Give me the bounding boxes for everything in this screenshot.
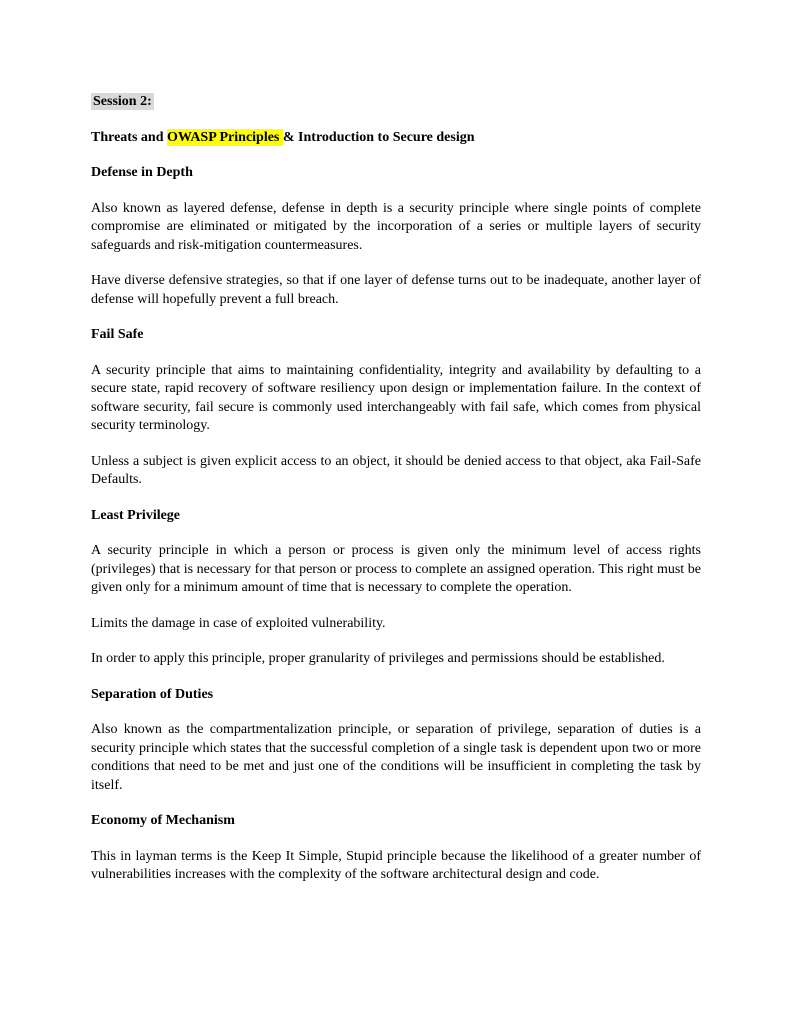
paragraph: This in layman terms is the Keep It Simple, Stupid principle because the likelihood of a greater number of vulnerabilities increases with the complexity of the software architectural design and code.: [91, 848, 701, 882]
paragraph: Unless a subject is given explicit access to an object, it should be denied access to that object, aka Fail-Safe Defaults.: [91, 453, 701, 487]
paragraph: Limits the damage in case of exploited vulnerability.: [91, 615, 386, 631]
section-heading-fail-safe: Fail Safe: [91, 327, 144, 342]
paragraph: A security principle that aims to maintaining confidentiality, integrity and availability by defaulting to a secure state, rapid recovery of software resiliency upon design or implementation failure. In the context of software security, fail secure is commonly used interchangeably with fail safe, which comes from physical security terminology.: [91, 362, 701, 433]
paragraph: In order to apply this principle, proper granularity of privileges and permissions should be established.: [91, 651, 665, 666]
section-heading-separation-of-duties: Separation of Duties: [91, 686, 214, 702]
section-heading-least-privilege: Least Privilege: [91, 507, 181, 523]
section-heading-defense-in-depth: Defense in Depth: [91, 165, 193, 180]
paragraph: Have diverse defensive strategies, so that if one layer of defense turns out to be inadequate, another layer of defense will hopefully prevent a full breach.: [91, 273, 701, 307]
session-label: [91, 93, 701, 112]
paragraph: Also known as the compartmentalization principle, or separation of privilege, separation of duties is a security principle which states that the successful completion of a single task is dependent upon two or more conditions that need to be met and just one of the conditions will be insufficient in completing the task by itself.: [91, 722, 701, 793]
session-label-highlighted-text: Session 2:: [93, 94, 152, 109]
title-prefix: Threats and: [91, 129, 167, 145]
document-title: [91, 129, 701, 148]
title-highlighted-text: OWASP Principles: [166, 129, 283, 145]
paragraph: A security principle in which a person or process is given only the minimum level of access rights (privileges) that is necessary for that person or process to complete an assigned operation. This right must be given only for a minimum amount of time that is necessary to complete the operation.: [91, 543, 701, 595]
paragraph: Also known as layered defense, defense in depth is a security principle where single points of complete compromise are eliminated or mitigated by the incorporation of a series or multiple layers of security safeguards and risk-mitigation countermeasures.: [91, 200, 701, 253]
title-suffix: & Introduction to Secure design: [282, 129, 475, 145]
section-heading-economy-of-mechanism: Economy of Mechanism: [91, 813, 235, 828]
